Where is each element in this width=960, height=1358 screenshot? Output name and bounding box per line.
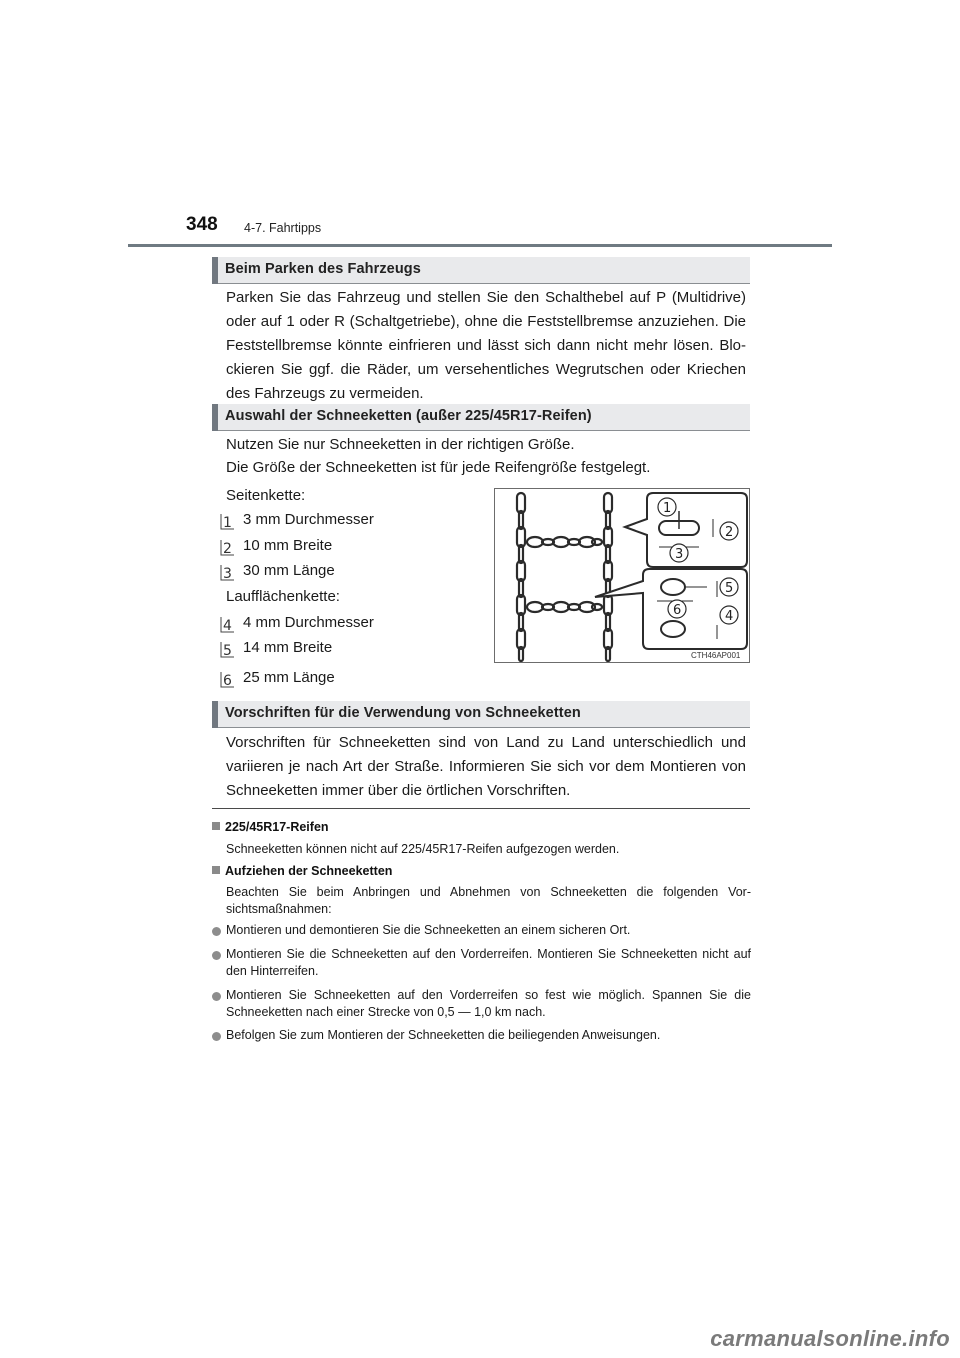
spec-4-text: 4 mm Durchmesser bbox=[243, 614, 374, 631]
svg-text:1: 1 bbox=[223, 515, 232, 531]
bullet-dot-icon bbox=[212, 927, 221, 936]
square-bullet-icon bbox=[212, 866, 220, 874]
svg-text:3: 3 bbox=[675, 547, 684, 562]
spec-6-text: 25 mm Länge bbox=[243, 669, 335, 686]
heading-bar bbox=[212, 701, 218, 728]
svg-text:1: 1 bbox=[663, 501, 672, 516]
section-heading-text: Auswahl der Schneeketten (außer 225/45R17-Reifen) bbox=[225, 408, 592, 424]
figure-code: CTH46AP001 bbox=[691, 651, 741, 660]
bullet-text-1: Montieren und demontieren Sie die Schneeketten an einem sicheren Ort. bbox=[226, 923, 631, 937]
chain-size-line-2: Die Größe der Schneeketten ist für jede Reifengröße festgelegt. bbox=[226, 459, 651, 476]
square-bullet-icon bbox=[212, 822, 220, 830]
svg-text:5: 5 bbox=[223, 643, 232, 659]
note-title-tire-size: 225/45R17-Reifen bbox=[212, 820, 329, 834]
number-6-icon bbox=[220, 670, 237, 689]
snow-chain-diagram bbox=[494, 488, 750, 663]
regulations-paragraph: Vorschriften für Schneeketten sind von Land zu Land unterschiedlich und variieren je nach Art der Straße. Informieren Sie sich vor dem Montieren von Schneeketten immer über die örtlichen Vorschriften. bbox=[226, 734, 746, 799]
bullet-dot-icon bbox=[212, 1032, 221, 1041]
tread-chain-label: Laufflächenkette: bbox=[226, 588, 340, 605]
svg-text:3: 3 bbox=[223, 566, 232, 582]
note-title-fitting: Aufziehen der Schneeketten bbox=[212, 864, 392, 878]
spec-3-text: 30 mm Länge bbox=[243, 562, 335, 579]
svg-text:6: 6 bbox=[223, 673, 232, 689]
bullet-text-4: Befolgen Sie zum Montieren der Schneeketten die beiliegenden Anweisungen. bbox=[226, 1028, 661, 1042]
svg-text:5: 5 bbox=[725, 581, 734, 596]
bullet-text-3: Montieren Sie Schneeketten auf den Vorderreifen so fest wie möglich. Spannen Sie die Schneeketten nach einer Strecke von 0,5 — 1,0 km nach. bbox=[226, 988, 751, 1019]
notes-divider bbox=[212, 808, 750, 809]
section-heading-text: Vorschriften für die Verwendung von Schneeketten bbox=[225, 705, 581, 721]
parking-paragraph: Parken Sie das Fahrzeug und stellen Sie den Schalthebel auf P (Multidrive) oder auf 1 oder R (Schaltgetriebe), ohne die Feststellbremse anzuziehen. Die Feststellbremse könnte einfrieren und lässt sich dann nicht mehr lösen. Blo-ckieren Sie ggf. die Räder, um versehentliches Wegrutschen oder Kriechen des Fahrzeugs zu vermeiden. bbox=[226, 289, 746, 402]
note-body-fitting: Beachten Sie beim Anbringen und Abnehmen von Schneeketten die folgenden Vor-sichtsmaßnahmen: bbox=[226, 885, 751, 916]
number-2-icon bbox=[220, 538, 237, 557]
svg-text:4: 4 bbox=[725, 609, 734, 624]
bullet-text-2: Montieren Sie die Schneeketten auf den Vorderreifen. Montieren Sie Schneeketten nicht auf den Hinterreifen. bbox=[226, 947, 751, 978]
number-5-icon bbox=[220, 640, 237, 659]
header-rule bbox=[128, 244, 832, 247]
heading-bar bbox=[212, 404, 218, 431]
number-1-icon bbox=[220, 512, 237, 531]
page-number: 348 bbox=[186, 214, 218, 235]
number-3-icon bbox=[220, 563, 237, 582]
section-heading-regulations bbox=[212, 701, 750, 728]
svg-text:4: 4 bbox=[223, 618, 232, 634]
spec-1-text: 3 mm Durchmesser bbox=[243, 511, 374, 528]
watermark: carmanualsonline.info bbox=[710, 1326, 950, 1351]
spec-2-text: 10 mm Breite bbox=[243, 537, 333, 554]
side-chain-label: Seitenkette: bbox=[226, 487, 306, 504]
section-heading-text: Beim Parken des Fahrzeugs bbox=[225, 261, 421, 277]
chain-size-line-1: Nutzen Sie nur Schneeketten in der richtigen Größe. bbox=[226, 436, 575, 453]
section-heading-chain-selection bbox=[212, 404, 750, 431]
svg-text:2: 2 bbox=[725, 525, 734, 540]
svg-text:2: 2 bbox=[223, 541, 232, 557]
chapter-title: 4-7. Fahrtipps bbox=[244, 221, 322, 235]
heading-bar bbox=[212, 257, 218, 284]
svg-text:6: 6 bbox=[673, 603, 682, 618]
section-heading-parking bbox=[212, 257, 750, 284]
note-body-tire-size: Schneeketten können nicht auf 225/45R17-Reifen aufgezogen werden. bbox=[226, 842, 620, 856]
spec-5-text: 14 mm Breite bbox=[243, 639, 333, 656]
snow-chain-illustration bbox=[495, 489, 749, 662]
bullet-dot-icon bbox=[212, 992, 221, 1001]
bullet-dot-icon bbox=[212, 951, 221, 960]
number-4-icon bbox=[220, 615, 237, 634]
